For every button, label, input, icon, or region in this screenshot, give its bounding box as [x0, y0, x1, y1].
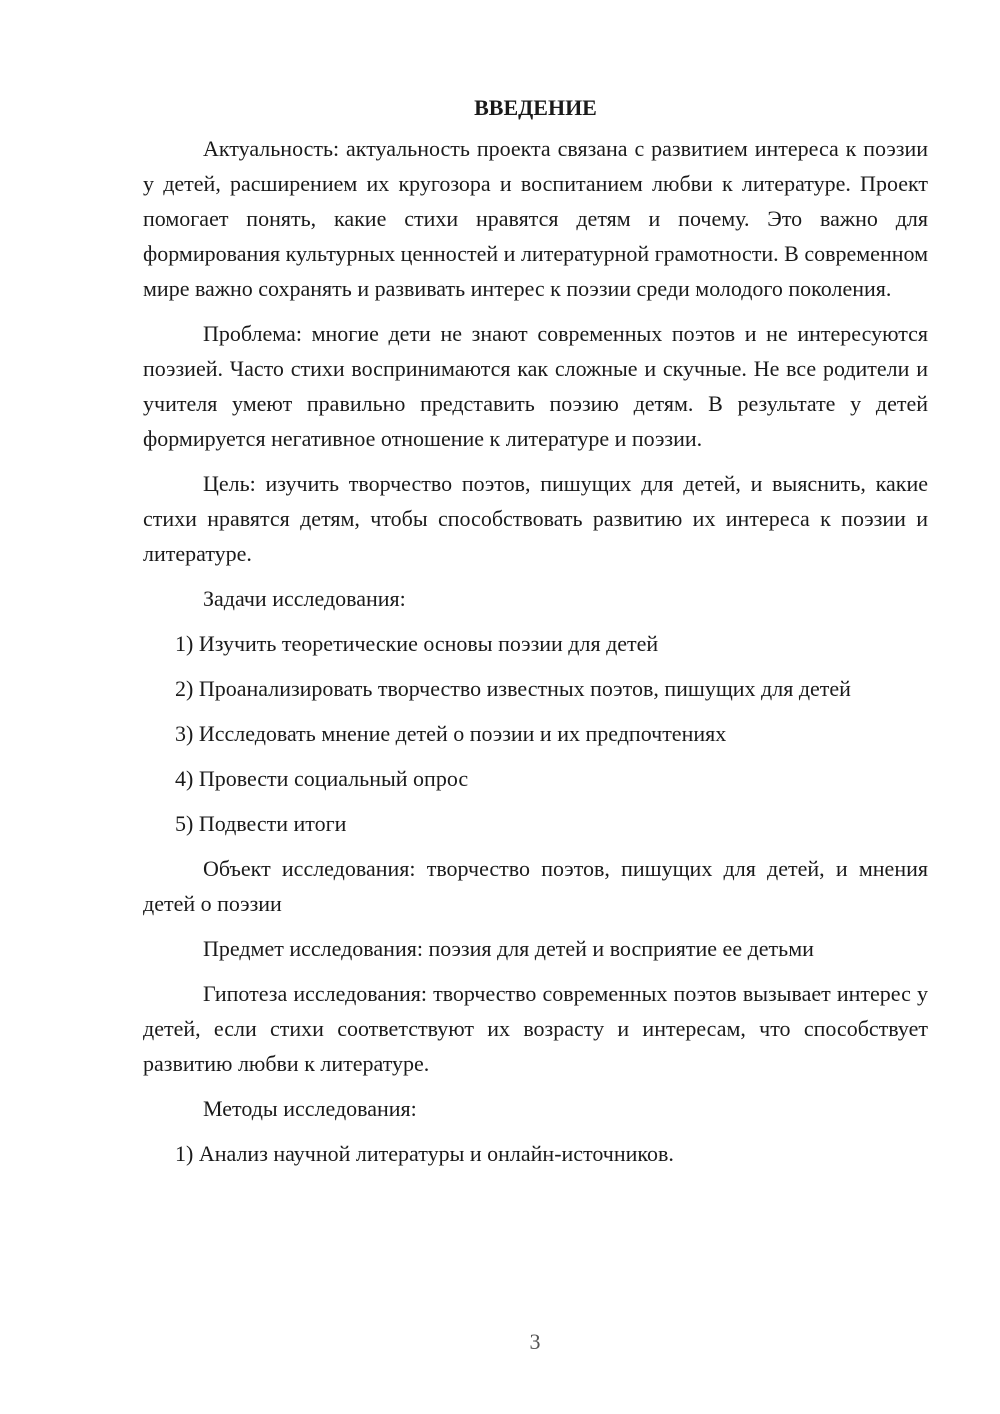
- page-number: 3: [529, 1329, 541, 1354]
- tasks-heading: Задачи исследования:: [203, 586, 406, 611]
- methods-heading: Методы исследования:: [203, 1096, 417, 1121]
- task-item-3: 3) Исследовать мнение детей о поэзии и их предпочтениях: [175, 721, 727, 746]
- document-page: [143, 90, 928, 1171]
- subject-paragraph: Предмет исследования: поэзия для детей и восприятие ее детьми: [203, 936, 814, 961]
- method-item-1: 1) Анализ научной литературы и онлайн-источников.: [175, 1141, 674, 1166]
- problem-paragraph: Проблема: многие дети не знают современных поэтов и не интересуются поэзией. Часто стихи воспринимаются как сложные и скучные. Не все родители и учителя умеют правильно представить поэзию детям. В результате у детей формируется негативное отношение к литературе и поэзии.: [143, 321, 928, 451]
- task-item-4: 4) Провести социальный опрос: [175, 766, 469, 791]
- goal-paragraph: Цель: изучить творчество поэтов, пишущих для детей, и выяснить, какие стихи нравятся детям, чтобы способствовать развитию их интереса к поэзии и литературе.: [143, 471, 928, 566]
- task-item-2: 2) Проанализировать творчество известных поэтов, пишущих для детей: [175, 676, 851, 701]
- task-item-5: 5) Подвести итоги: [175, 811, 347, 836]
- task-item-1: 1) Изучить теоретические основы поэзии для детей: [175, 631, 659, 656]
- relevance-paragraph: Актуальность: актуальность проекта связана с развитием интереса к поэзии у детей, расширением их кругозора и воспитанием любви к литературе. Проект помогает понять, какие стихи нравятся детям и почему. Это важно для формирования культурных ценностей и литературной грамотности. В современном мире важно сохранять и развивать интерес к поэзии среди молодого поколения.: [143, 136, 928, 301]
- hypothesis-paragraph: Гипотеза исследования: творчество современных поэтов вызывает интерес у детей, если стихи соответствуют их возрасту и интересам, что способствует развитию любви к литературе.: [143, 981, 928, 1076]
- object-paragraph: Объект исследования: творчество поэтов, пишущих для детей, и мнения детей о поэзии: [143, 856, 928, 916]
- page-title: ВВЕДЕНИЕ: [474, 95, 597, 120]
